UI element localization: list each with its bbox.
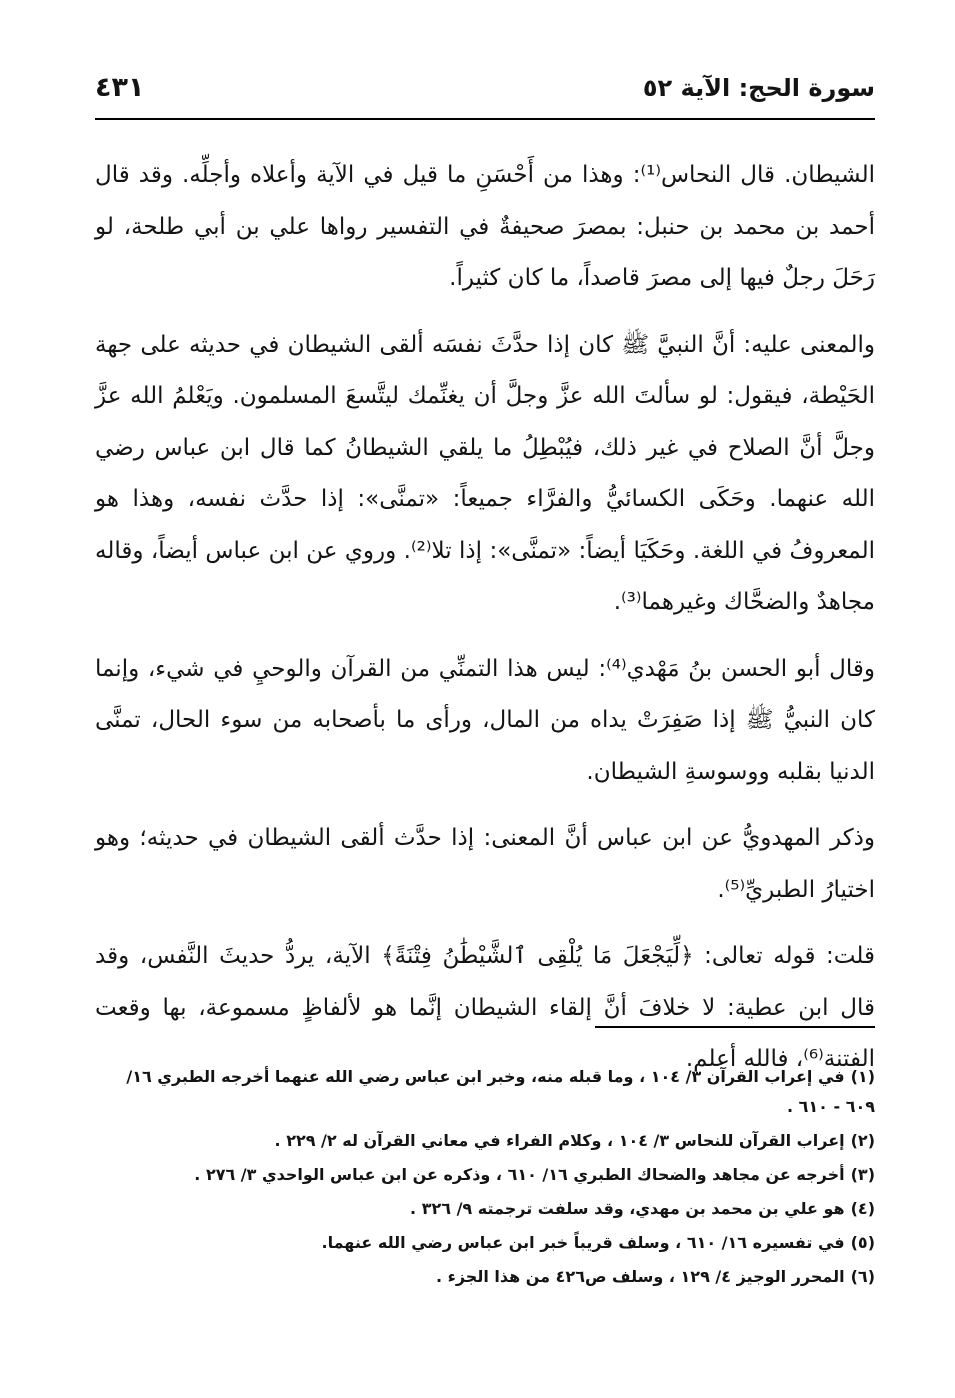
footnote-1 [95, 1062, 875, 1122]
footnote-text: أخرجه عن مجاهد والضحاك الطبري ١٦/ ٦١٠ ، وذكره عن ابن عباس الواحدي ٣/ ٢٧٦ . [194, 1165, 845, 1184]
footnote-text: في إعراب القرآن ٣/ ١٠٤ ، وما قبله منه، وخبر ابن عباس رضي الله عنهما أخرجه الطبري ١٦/ ٦٠٩ - ٦١٠ . [126, 1067, 875, 1116]
running-header [95, 68, 875, 116]
paragraph-3: وقال أبو الحسن بنُ مَهْدي⁽⁴⁾: ليس هذا التمنِّي من القرآن والوحيِ في شيء، وإنما كان النبيُّ ﷺ إذا صَفِرَتْ يداه من المال، ورأى ما بأصحابه من سوء الحال، تمنَّى الدنيا بقلبه ووسوسةِ الشيطان. [95, 655, 875, 785]
footnote-text: إعراب القرآن للنحاس ٣/ ١٠٤ ، وكلام الفراء في معاني القرآن له ٢/ ٢٢٩ . [274, 1131, 845, 1150]
footnote-text: المحرر الوجيز ٤/ ١٢٩ ، وسلف ص٤٢٦ من هذا الجزء . [436, 1267, 845, 1286]
paragraph-5: قلت: قوله تعالى: ﴿لِّيَجْعَلَ مَا يُلْقِى ٱلشَّيْطَٰنُ فِتْنَةً﴾ الآية، يردُّ حديثَ النَّفس، وقد قال ابن عطية: لا خلافَ أنَّ إلقاء الشيطان إنَّما هو لألفاظٍ مسموعة، بها وقعت الفتنة⁽⁶⁾، فالله أعلم. [95, 943, 875, 1072]
footnote-3 [95, 1160, 875, 1190]
footnote-6 [95, 1262, 875, 1292]
footnote-text: هو علي بن محمد بن مهدي، وقد سلفت ترجمته ٩/ ٣٢٦ . [410, 1199, 845, 1218]
footnote-2 [95, 1126, 875, 1156]
footnote-number: (٥) [850, 1233, 875, 1252]
footnotes [95, 1062, 875, 1296]
footnote-number: (٦) [850, 1267, 875, 1286]
footnote-5 [95, 1228, 875, 1258]
paragraph-4: وذكر المهدويُّ عن ابن عباس أنَّ المعنى: إذا حدَّث ألقى الشيطان في حديثه؛ وهو اختيارُ الطبريِّ⁽⁵⁾. [95, 825, 875, 903]
footnote-number: (٤) [850, 1199, 875, 1218]
footnote-number: (٣) [850, 1165, 875, 1184]
page-number: ٤٣١ [95, 72, 145, 103]
main-text [95, 150, 875, 1086]
paragraph-2: والمعنى عليه: أنَّ النبيَّ ﷺ كان إذا حدَّثَ نفسَه ألقى الشيطان في حديثه على جهة الحَيْطة، فيقول: لو سألتَ الله عزَّ وجلَّ أن يغنِّمك ليتَّسعَ المسلمون. ويَعْلمُ الله عزَّ وجلَّ أنَّ الصلاح في غير ذلك، فيُبْطِلُ ما يلقي الشيطانُ كما قال ابن عباس رضي الله عنهما. وحَكَى الكسائيُّ والفرَّاء جميعاً: «تمنَّى»: إذا حدَّث نفسه، وهذا هو المعروفُ في اللغة. وحَكَيَا أيضاً: «تمنَّى»: إذا تلا⁽²⁾. وروي عن ابن عباس أيضاً، وقاله مجاهدٌ والضحَّاك وغيرهما⁽³⁾. [95, 331, 875, 615]
footnote-text: في تفسيره ١٦/ ٦١٠ ، وسلف قريباً خبر ابن عباس رضي الله عنهما. [321, 1233, 845, 1252]
footnote-number: (٢) [850, 1131, 875, 1150]
paragraph-1: الشيطان. قال النحاس⁽¹⁾: وهذا من أَحْسَنِ ما قيل في الآية وأعلاه وأجلِّه. وقد قال أحمد بن محمد بن حنبل: بمصرَ صحيفةٌ في التفسير رواها علي بن أبي طلحة، لو رَحَلَ رجلٌ فيها إلى مصرَ قاصداً، ما كان كثيراً. [95, 162, 876, 291]
header-divider [95, 118, 875, 120]
footnote-number: (١) [850, 1067, 875, 1086]
footnote-divider [595, 1026, 875, 1028]
footnote-4 [95, 1194, 875, 1224]
header-title: سورة الحج: الآية ٥٢ [642, 74, 875, 102]
